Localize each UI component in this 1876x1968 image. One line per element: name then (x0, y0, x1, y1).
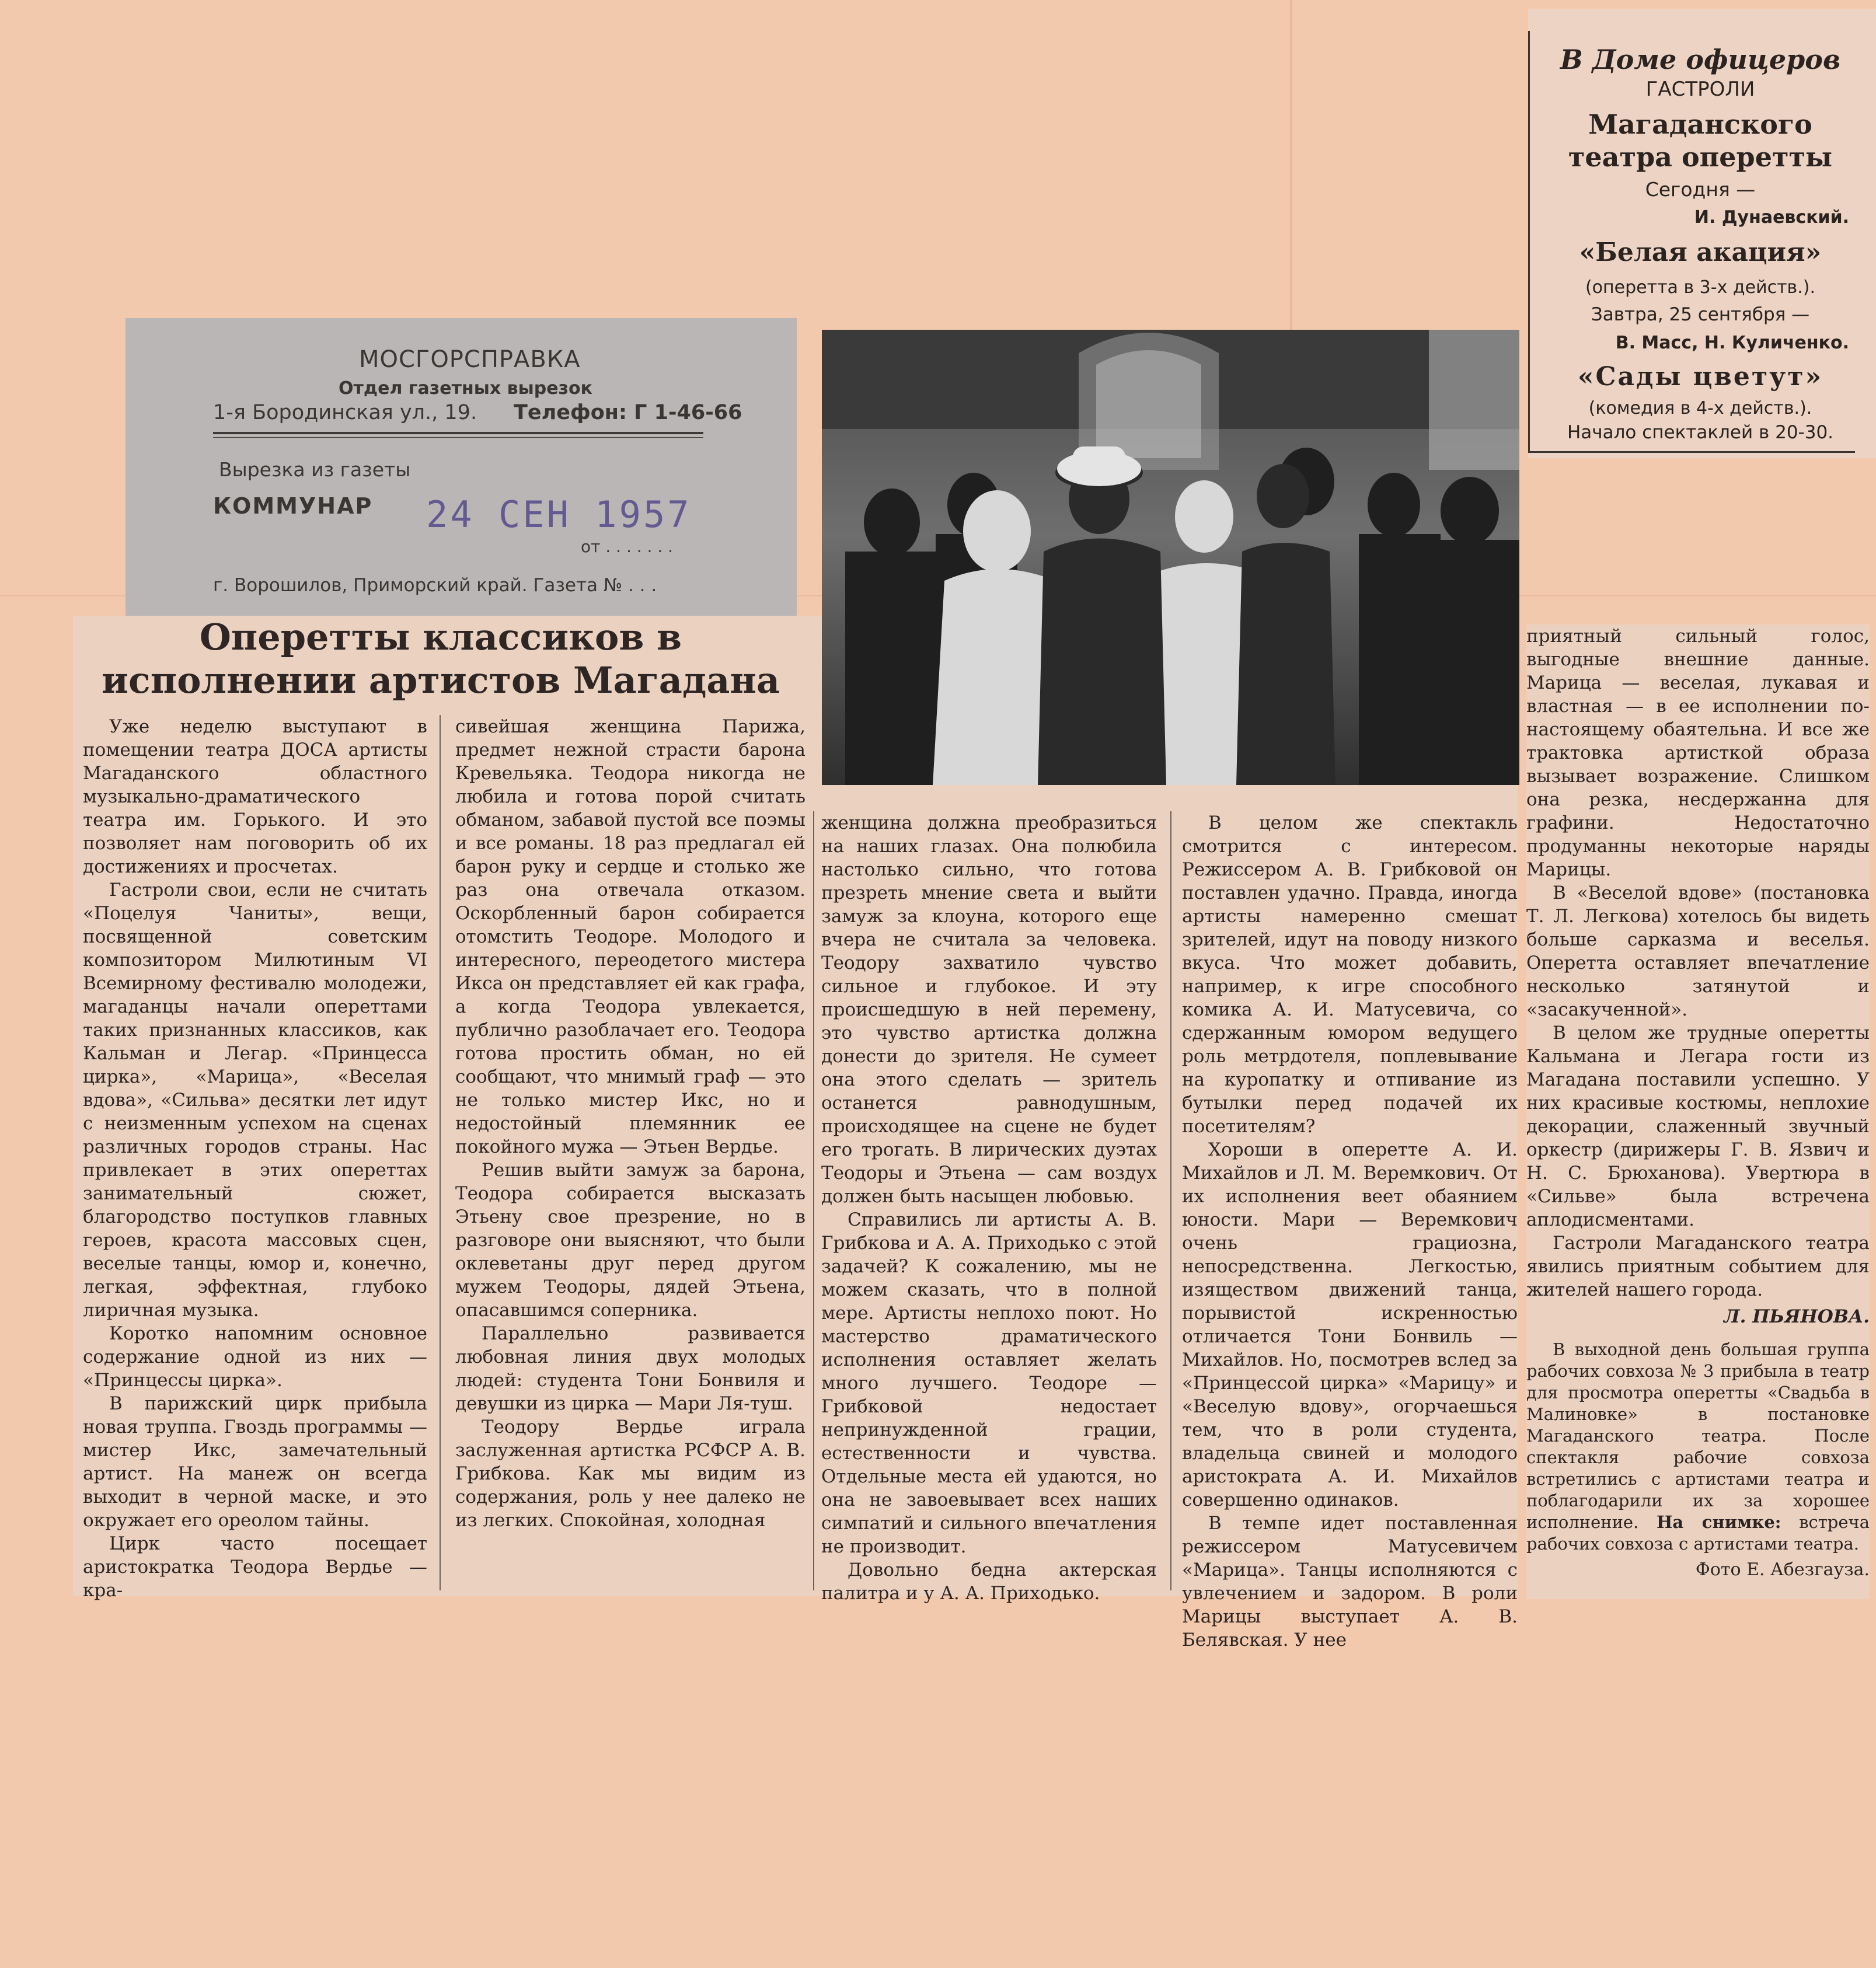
article-column-3 (821, 811, 1157, 1605)
announcement-today: Сегодня — (1645, 178, 1756, 201)
paragraph: сивейшая женщина Парижа, предмет нежной страсти барона Кревельяка. Теодора никогда не любила и готова порой считать обманом, забавой пустой все поэмы и все романы. 18 раз предлагал ей барон руку и сердце и столько же раз она отвечала отказом. Оскорбленный барон собирается отомстить Теодоре. Молодого и интересного, переодетого мистера Икса он представляет ей как графа, а когда Теодора увлекается, публично разоблачает его. Теодора готова простить обман, но ей сообщают, что мнимый граф — это не только мистер Икс, но и недостойный племянник ее покойного мужа — Этьен Вердье. (455, 716, 806, 1157)
paragraph: Параллельно развивается любовная линия двух молодых людей: студента Тони Бонвиля и девушки из цирка — Мари Ля-туш. (455, 1323, 806, 1414)
paragraph: Гастроли Магаданского театра явились приятным событием для жителей нашего города. (1526, 1233, 1870, 1300)
clipping-label (125, 318, 797, 622)
article-headline: Оперетты классиков в исполнении артистов Магадана (101, 616, 780, 702)
announcement-theater: Магаданского театра оперетты (1568, 109, 1833, 173)
label-city-line: г. Ворошилов, Приморский край. Газета № . . . (213, 575, 657, 596)
photo-credit: Фото Е. Абезгауза. (1695, 1559, 1870, 1580)
paragraph: женщина должна преобразиться на наших глазах. Она полюбила настолько сильно, что готова презреть мнение света и выйти замуж за клоуна, которого еще вчера не считала за человека. Теодору захватило чувство сильное и глубокое. И эту происшедшую в ней перемену, это чувство артистка должна донести до зрителя. Не сумеет она этого сделать — зритель останется равнодушным, происходящее на сцене не будет его трогать. В лирических дуэтах Теодоры и Этьена — сам воздух должен быть насыщен любовью. (821, 812, 1157, 1207)
paragraph: В «Веселой вдове» (постановка Т. Л. Легкова) хотелось бы видеть больше сарказма и веселья. Оперетта оставляет впечатление несколько затянутой и «засакученной». (1526, 882, 1870, 1020)
photo-caption-lead: На снимке: (1657, 1512, 1781, 1532)
paragraph: В целом же трудные оперетты Кальмана и Легара гости из Магадана поставили успешно. У них красивые костюмы, неплохие декорации, слаженный звучный оркестр (дирижеры Г. В. Язвич и Н. С. Брюханова). Увертюра в «Сильве» была встречена аплодисментами. (1526, 1023, 1870, 1230)
announcement-show-2: «Сады цветут» (1577, 362, 1823, 392)
announcement-tour: ГАСТРОЛИ (1645, 78, 1755, 101)
announcement-tomorrow: Завтра, 25 сентября — (1591, 304, 1810, 325)
article-photo (822, 330, 1519, 785)
label-org: МОСГОРСПРАВКА (359, 346, 581, 373)
column-rule (1170, 811, 1171, 1590)
article-column-5 (1526, 624, 1870, 1599)
article-clipping (73, 616, 1518, 1651)
label-rule-thin (213, 437, 703, 438)
paragraph: Справились ли артисты А. В. Грибкова и А. А. Приходько с этой задачей? К сожалению, мы не можем сказать, что в полной мере. Артисты неплохо поют. Но мастерство драматического исполнения оставляет желать много лучшего. Теодоре — Грибковой недостает непринужденной грации, естественности и чувства. Отдельные места ей удаются, но она не завоевывает всех наших симпатий и сильного впечатления не производит. (821, 1209, 1157, 1557)
paragraph: В темпе идет поставленная режиссером Матусевичем «Марица». Танцы исполняются с увлечением и задором. В роли Марицы выступает А. В. Белявская. У нее (1182, 1513, 1518, 1651)
column-rule (813, 811, 814, 1590)
date-stamp: 24 СЕН 1957 (426, 493, 692, 536)
photo-caption (1526, 1339, 1870, 1555)
paragraph: В парижский цирк прибыла новая труппа. Гвоздь программы — мистер Икс, замечательный артист. На манеж он всегда выходит в черной маске, и это окружает его ореолом тайны. (83, 1393, 427, 1531)
article-column-4 (1182, 811, 1518, 1652)
paragraph: приятный сильный голос, выгодные внешние данные. Марица — веселая, лукавая и властная — в ее исполнении по-настоящему обаятельна. И все же трактовка артисткой образа вызывает возражение. Слишком она резка, несдержанна для графини. Недостаточно продуманны некоторые наряды Марицы. (1526, 626, 1870, 880)
paragraph: В целом же спектакль смотрится с интересом. Режиссером А. В. Грибковой он поставлен удачно. Правда, иногда артисты намеренно смешат зрителей, идут на поводу низкого вкуса. Что может добавить, например, к игре способного комика А. И. Матусевича, со сдержанным юмором ведущего роль метрдотеля, поплевывание на куропатку и отпивание из бутылки перед подачей их посетителям? (1182, 812, 1518, 1137)
paragraph: Уже неделю выступают в помещении театра ДОСА артисты Магаданского областного музыкально-драматического театра им. Горького. И это позволяет нам поговорить об их достижениях и просчетах. (83, 716, 427, 877)
article-column-2 (455, 715, 806, 1532)
paragraph: Цирк часто посещает аристократка Теодора Вердье — кра- (83, 1533, 427, 1601)
label-newspaper: КОММУНАР (213, 493, 373, 519)
label-rule (213, 432, 703, 434)
photo-caption-text: В выходной день большая группа рабочих совхоза № 3 прибыла в театр для просмотра оперетты «Свадьба в Малиновке» в постановке Магаданского театра. После спектакля рабочие совхоза встретились с артистами театра и поблагодарили их за хорошее исполнение. (1526, 1339, 1870, 1532)
paragraph: Коротко напомним основное содержание одной из них — «Принцессы цирка». (83, 1323, 427, 1391)
article-column-1 (83, 715, 427, 1602)
paragraph: Гастроли свои, если не считать «Поцелуя Чаниты», вещи, посвященной советским композитором Милютиным VI Всемирному фестивалю молодежи, магаданцы начали опереттами таких признанных классиков, как Кальман и Легар. «Принцесса цирка», «Марица», «Веселая вдова», «Сильва» десятки лет идут с неизменным успехом на сценах различных городов страны. Нас привлекает в этих опереттах занимательный сюжет, благородство поступков главных героев, красота массовых сцен, веселые танцы, юмор и, конечно, легкая, эффектная, глубоко лиричная музыка. (83, 880, 427, 1321)
label-cut-from: Вырезка из газеты (219, 458, 411, 481)
announcement-start-time: Начало спектаклей в 20-30. (1567, 422, 1834, 443)
announcement-genre-1: (оперетта в 3-х действ.). (1585, 277, 1816, 298)
paragraph: Хороши в оперетте А. И. Михайлов и Л. М. Веремкович. От их исполнения веет обаянием юности. Мари — Веремкович очень грациозна, непосредственна. Легкостью, изяществом движений танца, порывистой искренностью отличается Тони Бонвиль — Михайлов. Но, посмотрев вслед за «Принцессой цирка» «Марицу» и «Веселую вдову», огорчаешься тем, что в роли студента, владельца свиней и молодого аристократа А. И. Михайлов совершенно одинаков. (1182, 1139, 1518, 1510)
announcement-composer-2: В. Масс, Н. Куличенко. (1615, 333, 1849, 353)
announcement-composer-1: И. Дунаевский. (1694, 207, 1849, 228)
paragraph: Довольно бедна актерская палитра и у А. А. Приходько. (821, 1559, 1157, 1604)
label-address: 1-я Бородинская ул., 19. (213, 401, 477, 424)
column-rule (440, 715, 441, 1590)
announcement-border-left (1528, 31, 1530, 451)
theater-announcement (1528, 9, 1876, 458)
label-from: от . . . . . . . (581, 537, 674, 556)
photo-caption-tail: встреча рабочих совхоза с артистами театра. (1526, 1512, 1870, 1554)
announcement-border-bottom (1528, 451, 1855, 453)
label-dept: Отдел газетных вырезок (339, 378, 592, 399)
label-phone: Телефон: Г 1-46-66 (514, 401, 742, 424)
article-author: Л. ПЬЯНОВА. (1724, 1306, 1870, 1327)
paragraph: Решив выйти замуж за барона, Теодора собирается высказать Этьену свое презрение, но в разговоре они выясняют, что были оклеветаны друг перед другом мужем Теодоры, дядей Этьена, опасавшимся соперника. (455, 1160, 806, 1321)
paragraph: Теодору Вердье играла заслуженная артистка РСФСР А. В. Грибкова. Как мы видим из содержания, роль у нее далеко не из легких. Спокойная, холодная (455, 1416, 806, 1531)
announcement-show-1: «Белая акация» (1579, 238, 1822, 267)
announcement-genre-2: (комедия в 4-х действ.). (1588, 398, 1812, 418)
announcement-venue: В Доме офицеров (1560, 44, 1841, 75)
